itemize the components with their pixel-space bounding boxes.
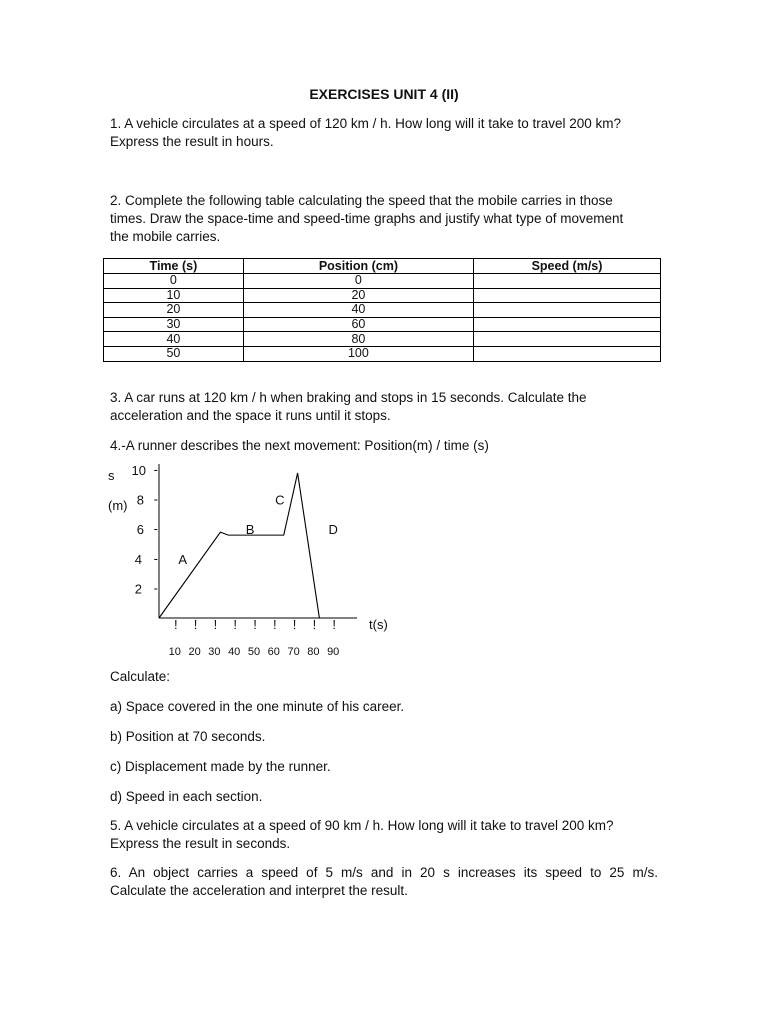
x-tick-label: 80 [307, 646, 320, 658]
x-tick-label: 70 [287, 646, 300, 658]
cell-time: 20 [104, 303, 244, 318]
x-axis-label: t(s) [369, 617, 388, 632]
x-tick-label: 10 [168, 646, 181, 658]
question-3 [110, 389, 658, 425]
question-1-line-2: Express the result in hours. [110, 134, 274, 149]
question-6-line-1: 6. An object carries a speed of 5 m/s and in 20 s increases its speed to 25 m/s. [110, 865, 658, 880]
question-3-line-2: acceleration and the space it runs until it stops. [110, 408, 391, 423]
header-position: Position (cm) [243, 259, 473, 274]
table-row [104, 274, 661, 289]
table-row [104, 288, 661, 303]
cell-speed [474, 274, 661, 289]
x-tick-label: 30 [208, 646, 221, 658]
y-tick-mark: - [153, 550, 158, 566]
cell-time: 0 [104, 274, 244, 289]
cell-speed [474, 346, 661, 361]
y-tick-mark: - [153, 462, 158, 477]
x-tick-mark: ! [292, 617, 297, 632]
y-axis-label: s [108, 468, 115, 483]
x-tick-mark: ! [332, 617, 337, 632]
question-2-line-2: times. Draw the space-time and speed-time graphs and justify what type of movement [110, 211, 624, 226]
x-tick-mark: ! [312, 617, 317, 632]
calc-a: a) Space covered in the one minute of his career. [110, 699, 405, 714]
table-row [104, 317, 661, 332]
question-2 [110, 192, 658, 246]
x-tick-label: 20 [188, 646, 201, 658]
cell-speed [474, 288, 661, 303]
cell-position: 80 [243, 332, 473, 347]
section-label-c: C [275, 492, 285, 508]
header-time: Time (s) [104, 259, 244, 274]
x-tick-label: 60 [267, 646, 280, 658]
y-axis-unit: (m) [108, 498, 128, 513]
x-tick-mark: ! [213, 617, 218, 632]
cell-time: 50 [104, 346, 244, 361]
question-5-line-2: Express the result in seconds. [110, 836, 291, 851]
x-tick-label: 90 [327, 646, 340, 658]
section-label-d: D [328, 522, 338, 538]
x-tick-mark: ! [233, 617, 238, 632]
x-tick-mark: ! [193, 617, 198, 632]
calc-b: b) Position at 70 seconds. [110, 729, 266, 744]
calc-c: c) Displacement made by the runner. [110, 759, 331, 774]
y-tick-label: 8 [136, 492, 144, 508]
section-label-a: A [178, 551, 188, 567]
question-6 [110, 864, 658, 900]
cell-position: 20 [243, 288, 473, 303]
question-6-line-2: Calculate the acceleration and interpret the result. [110, 883, 408, 898]
cell-position: 100 [243, 346, 473, 361]
position-line [159, 473, 319, 618]
table-row [104, 346, 661, 361]
question-5-line-1: 5. A vehicle circulates at a speed of 90 km / h. How long will it take to travel 200 km? [110, 818, 614, 833]
y-tick-mark: - [153, 491, 158, 507]
y-tick-label: 4 [134, 551, 142, 567]
question-1-line-1: 1. A vehicle circulates at a speed of 120 km / h. How long will it take to travel 200 km? [110, 116, 622, 131]
table-header-row [104, 259, 661, 274]
header-speed: Speed (m/s) [474, 259, 661, 274]
x-tick-label: 50 [247, 646, 261, 658]
page-title: EXERCISES UNIT 4 (II) [309, 86, 459, 102]
table-row [104, 303, 661, 318]
y-tick-label: 6 [136, 522, 144, 538]
cell-time: 10 [104, 288, 244, 303]
x-tick-label: 40 [228, 646, 241, 658]
y-tick-label: 2 [134, 581, 142, 597]
question-5 [110, 817, 658, 853]
x-tick-mark: ! [253, 617, 257, 632]
cell-position: 0 [243, 274, 473, 289]
calculate-heading: Calculate: [110, 669, 171, 684]
question-2-line-3: the mobile carries. [110, 229, 221, 244]
question-4-intro: 4.-A runner describes the next movement: Position(m) / time (s) [110, 438, 489, 453]
cell-speed [474, 303, 661, 318]
y-tick-mark: - [153, 521, 158, 537]
calc-d: d) Speed in each section. [110, 789, 263, 804]
question-1 [110, 115, 658, 151]
question-3-line-1: 3. A car runs at 120 km / h when braking and stops in 15 seconds. Calculate the [110, 390, 587, 405]
cell-position: 40 [243, 303, 473, 318]
cell-time: 40 [104, 332, 244, 347]
cell-time: 30 [104, 317, 244, 332]
x-tick-mark: ! [173, 617, 178, 632]
x-tick-mark: ! [272, 617, 277, 632]
question-2-line-1: 2. Complete the following table calculating the speed that the mobile carries in those [110, 193, 613, 208]
position-time-graph [104, 460, 404, 660]
cell-speed [474, 317, 661, 332]
cell-speed [474, 332, 661, 347]
y-tick-mark: - [153, 580, 158, 596]
section-label-b: B [245, 522, 255, 538]
time-position-table [103, 258, 661, 362]
table-row [104, 332, 661, 347]
y-tick-label: 10 [131, 463, 146, 478]
cell-position: 60 [243, 317, 473, 332]
